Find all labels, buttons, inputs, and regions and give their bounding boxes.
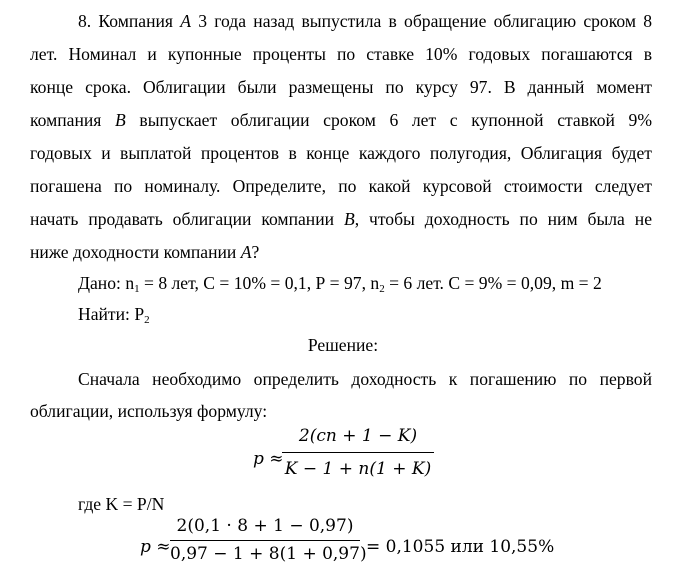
formula-1-denominator: K − 1 + n(1 + K) xyxy=(284,459,432,479)
formula-1-numerator: 2(cn + 1 − K) xyxy=(298,426,418,446)
solution-heading: Решение: xyxy=(307,335,379,355)
formula-1-lhs: p ≈ xyxy=(253,449,284,469)
formula-2-numerator: 2(0,1 · 8 + 1 − 0,97) xyxy=(176,516,354,536)
problem-line-2: лет. Номинал и купонные проценты по ставке 10% годовых погашаются в xyxy=(30,44,652,64)
find-line: Найти: $P_2$ xyxy=(78,304,150,326)
problem-line-5: годовых и выплатой процентов в конце каждого полугодия, Облигация будет xyxy=(30,143,652,163)
formula-1-fraction xyxy=(282,426,434,484)
given-line: Дано: $n_1 = 8$ лет, С = 10% = 0,1, Р = 97, $n_2 = 6$ лет. С = 9% = 0,09, m = 2 xyxy=(78,273,602,295)
formula-2-denominator: 0,97 − 1 + 8(1 + 0,97) xyxy=(170,544,367,564)
formula-2-result: = 0,1055 или 10,55% xyxy=(366,537,555,557)
solution-line-1: Сначала необходимо определить доходность к погашению по первой xyxy=(78,369,652,389)
problem-line-8: ниже доходности компании A? xyxy=(30,242,260,262)
problem-line-7: начать продавать облигации компании B, чтобы доходность по ним была не xyxy=(30,209,652,229)
where-line: где K = P/N xyxy=(78,494,165,514)
problem-line-3: конце срока. Облигации были размещены по курсу 97. В данный момент xyxy=(30,77,652,97)
formula-2-fraction xyxy=(170,516,367,566)
fraction-bar xyxy=(282,452,434,453)
fraction-bar xyxy=(170,540,360,541)
problem-line-4: компания B выпускает облигации сроком 6 лет с купонной ставкой 9% xyxy=(30,110,652,130)
problem-line-1: 8. Компания A 3 года назад выпустила в обращение облигацию сроком 8 xyxy=(78,11,653,31)
formula-2-lhs: p ≈ xyxy=(140,537,171,557)
solution-line-2: облигации, используя формулу: xyxy=(30,401,268,421)
problem-line-6: погашена по номиналу. Определите, по какой курсовой стоимости следует xyxy=(30,176,652,196)
